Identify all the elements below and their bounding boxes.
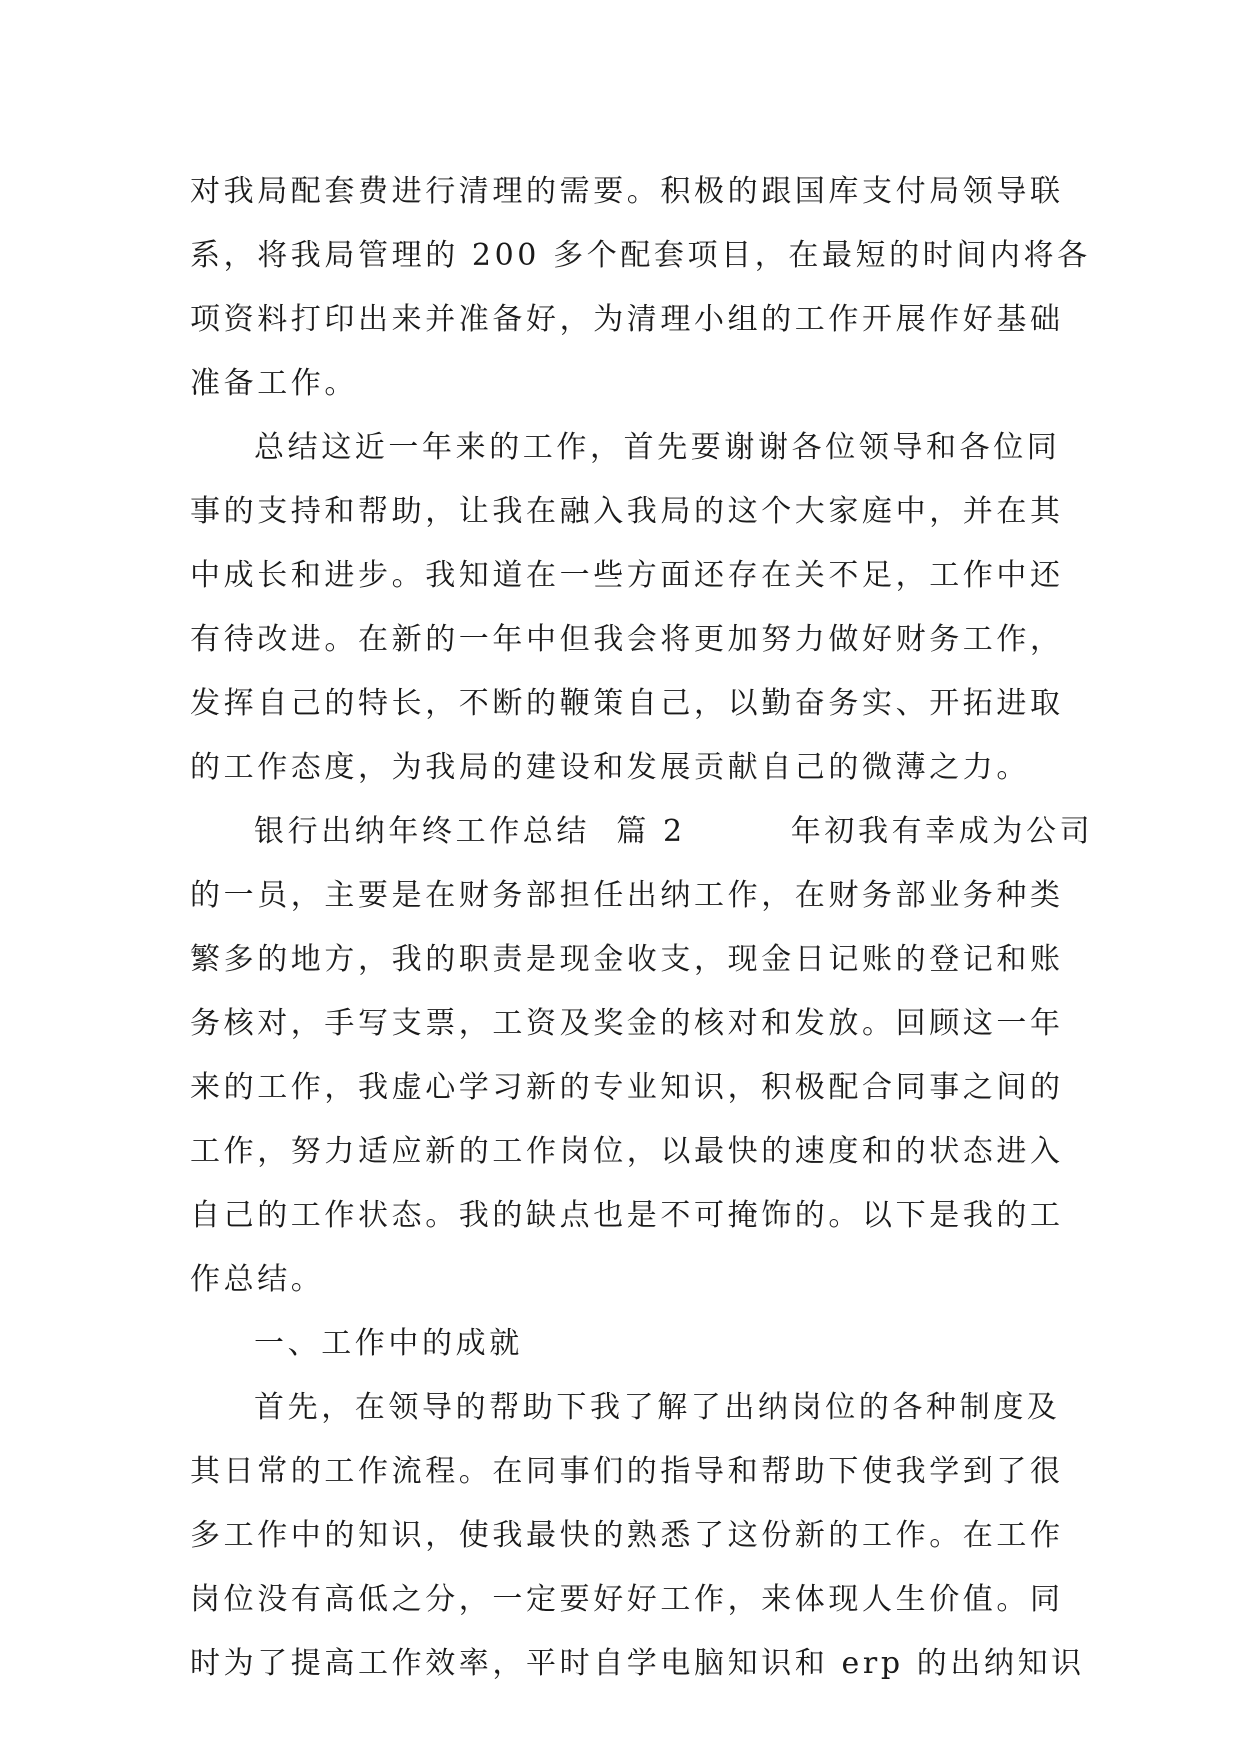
text-line: 事的支持和帮助，让我在融入我局的这个大家庭中，并在其 bbox=[190, 494, 1064, 529]
text-line: 对我局配套费进行清理的需要。积极的跟国库支付局领导联 bbox=[190, 174, 1064, 209]
text-line: 工作，努力适应新的工作岗位，以最快的速度和的状态进入 bbox=[190, 1134, 1064, 1169]
text-line: 有待改进。在新的一年中但我会将更加努力做好财务工作， bbox=[190, 622, 1064, 657]
text-line: 发挥自己的特长，不断的鞭策自己，以勤奋务实、开拓进取 bbox=[190, 686, 1064, 721]
text-line: 来的工作，我虚心学习新的专业知识，积极配合同事之间的 bbox=[190, 1070, 1064, 1105]
text-line: 作总结。 bbox=[190, 1262, 325, 1297]
text-line: 务核对，手写支票，工资及奖金的核对和发放。回顾这一年 bbox=[190, 1006, 1064, 1041]
text-line: 总结这近一年来的工作，首先要谢谢各位领导和各位同 bbox=[254, 430, 1061, 465]
text-line: 繁多的地方，我的职责是现金收支，现金日记账的登记和账 bbox=[190, 942, 1064, 977]
subheading-line: 一、工作中的成就 bbox=[254, 1326, 523, 1361]
text-line: 岗位没有高低之分，一定要好好工作，来体现人生价值。同 bbox=[190, 1582, 1064, 1617]
text-line: 的一员，主要是在财务部担任出纳工作，在财务部业务种类 bbox=[190, 878, 1064, 913]
text-line: 项资料打印出来并准备好，为清理小组的工作开展作好基础 bbox=[190, 302, 1064, 337]
text-line: 时为了提高工作效率，平时自学电脑知识和 erp 的出纳知识 bbox=[190, 1646, 1085, 1681]
text-line: 系，将我局管理的 200 多个配套项目，在最短的时间内将各 bbox=[190, 238, 1091, 273]
section-heading-line: 银行出纳年终工作总结 篇 2 年初我有幸成为公司 bbox=[254, 814, 1094, 849]
text-line: 其日常的工作流程。在同事们的指导和帮助下使我学到了很 bbox=[190, 1454, 1064, 1489]
text-line: 中成长和进步。我知道在一些方面还存在关不足，工作中还 bbox=[190, 558, 1064, 593]
text-line: 多工作中的知识，使我最快的熟悉了这份新的工作。在工作 bbox=[190, 1518, 1064, 1553]
text-line: 的工作态度，为我局的建设和发展贡献自己的微薄之力。 bbox=[190, 750, 1030, 785]
text-line: 自己的工作状态。我的缺点也是不可掩饰的。以下是我的工 bbox=[190, 1198, 1064, 1233]
body-text bbox=[190, 160, 1094, 1696]
text-line: 首先，在领导的帮助下我了解了出纳岗位的各种制度及 bbox=[254, 1390, 1061, 1425]
text-line: 准备工作。 bbox=[190, 366, 358, 401]
